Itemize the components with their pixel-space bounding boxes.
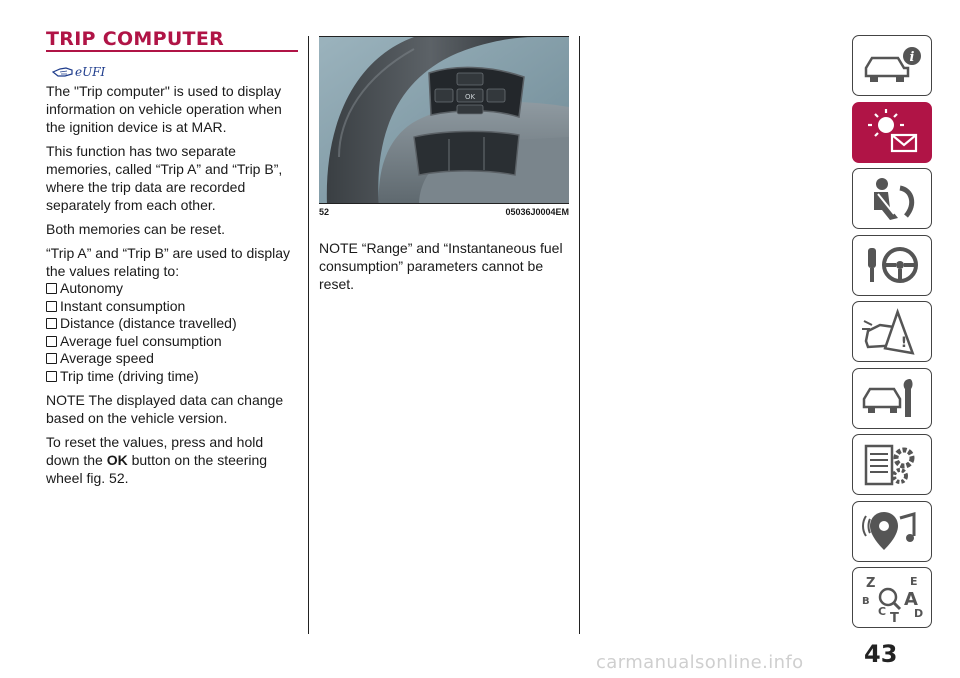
svg-text:D: D xyxy=(914,606,924,620)
range-note: NOTE “Range” and “Instantaneous fuel consumption” parameters cannot be reset. xyxy=(319,240,563,292)
figure-caption xyxy=(319,207,569,217)
tab-car-info[interactable] xyxy=(852,35,932,96)
tab-emergency[interactable] xyxy=(852,301,932,362)
svg-text:C: C xyxy=(878,604,887,618)
list-item: Average fuel consumption xyxy=(46,333,298,351)
car-info-icon xyxy=(860,44,924,88)
hand-pointer-icon xyxy=(52,64,74,78)
logo-text: eUFI xyxy=(75,65,106,79)
svg-text:A: A xyxy=(904,588,918,610)
svg-text:!: ! xyxy=(900,334,908,351)
safety-airbag-icon xyxy=(860,174,924,224)
list-item: Trip time (driving time) xyxy=(46,368,298,386)
tab-maintenance[interactable] xyxy=(852,368,932,429)
page-number: 43 xyxy=(864,640,898,668)
column-divider-right xyxy=(579,36,580,634)
checkbox-bullet-icon xyxy=(46,301,57,312)
middle-column xyxy=(319,36,569,293)
list-item: Average speed xyxy=(46,350,298,368)
title-underline xyxy=(46,50,298,52)
car-maintenance-wrench-icon xyxy=(860,373,924,423)
tab-starting-driving[interactable] xyxy=(852,235,932,296)
svg-text:Z: Z xyxy=(866,575,876,591)
paragraph-note: NOTE The displayed data can change based on the vehicle version. xyxy=(46,392,284,426)
steering-wheel-image xyxy=(319,37,569,204)
checkbox-bullet-icon xyxy=(46,318,57,329)
checkbox-bullet-icon xyxy=(46,353,57,364)
tab-multimedia[interactable] xyxy=(852,501,932,562)
paragraph-memories: This function has two separate memories, called “Trip A” and “Trip B”, where the trip data are recorded separately from each other. xyxy=(46,143,283,213)
list-item: Instant consumption xyxy=(46,298,298,316)
svg-text:T: T xyxy=(890,610,899,623)
paragraph-reset: Both memories can be reset. xyxy=(46,221,225,237)
watermark: carmanualsonline.info xyxy=(596,652,804,673)
ok-button xyxy=(457,89,483,102)
figure-number: 52 xyxy=(319,207,330,217)
svg-text:i: i xyxy=(909,49,915,65)
multimedia-icon xyxy=(860,506,924,556)
paragraph-intro: The "Trip computer" is used to display information on vehicle operation when the ignition device is at MAR. xyxy=(46,83,282,135)
figure-code: 05036J0004EM xyxy=(505,207,569,217)
checkbox-bullet-icon xyxy=(46,336,57,347)
checkbox-bullet-icon xyxy=(46,283,57,294)
left-column xyxy=(46,28,298,487)
column-divider-left xyxy=(308,36,309,634)
list-item: Autonomy xyxy=(46,280,298,298)
section-title: TRIP COMPUTER xyxy=(46,28,225,50)
tab-safety[interactable] xyxy=(852,168,932,229)
list-item: Distance (distance travelled) xyxy=(46,315,298,333)
paragraph-values: “Trip A” and “Trip B” are used to display the values relating to: xyxy=(46,245,291,279)
warning-lights-messages-icon xyxy=(860,107,924,157)
paragraph-reset-instructions: To reset the values, press and hold down the OK button on the steering wheel fig. 52. xyxy=(46,434,268,486)
values-list xyxy=(46,280,298,385)
ok-keyword: OK xyxy=(106,452,128,468)
steering-wheel-figure xyxy=(319,36,569,204)
technical-data-gear-icon xyxy=(860,440,924,490)
chapter-tabs xyxy=(852,35,932,634)
alphabetical-index-icon xyxy=(860,573,924,623)
tab-warning-lights[interactable] xyxy=(852,102,932,163)
svg-text:E: E xyxy=(910,574,918,588)
checkbox-bullet-icon xyxy=(46,371,57,382)
logo-row xyxy=(52,58,298,78)
key-steering-wheel-icon xyxy=(860,240,924,290)
tab-index[interactable] xyxy=(852,567,932,628)
car-crash-warning-icon xyxy=(860,307,924,357)
svg-text:OK: OK xyxy=(464,93,476,101)
tab-technical-data[interactable] xyxy=(852,434,932,495)
svg-text:B: B xyxy=(862,595,870,607)
